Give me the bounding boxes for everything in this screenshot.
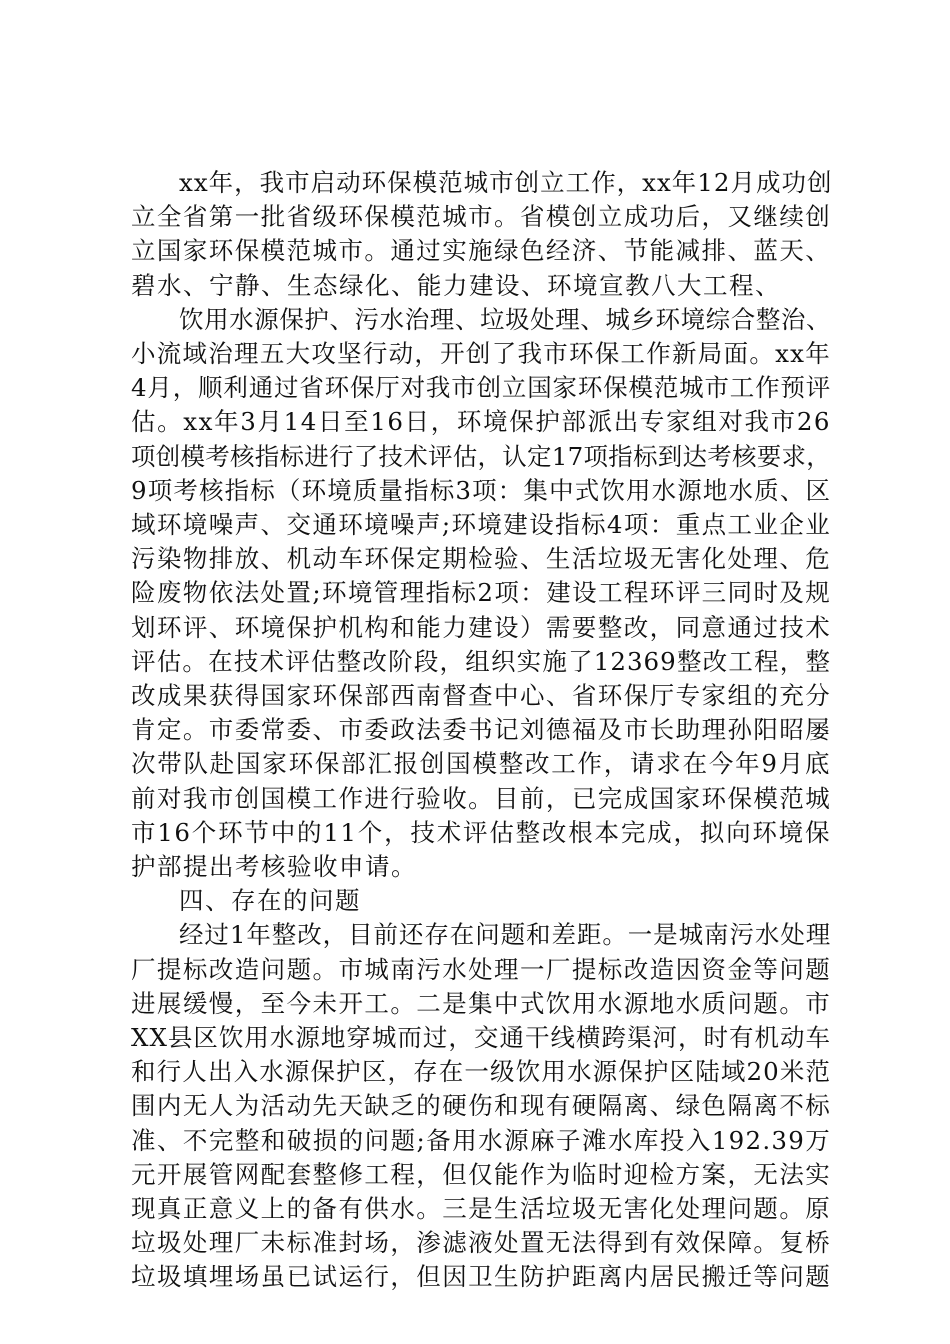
text-line: 厂提标改造问题。市城南污水处理一厂提标改造因资金等问题	[131, 954, 831, 984]
text-line: 评估。在技术评估整改阶段，组织实施了12369整改工程，整	[131, 646, 831, 676]
text-line: 经过1年整改，目前还存在问题和差距。一是城南污水处理	[179, 920, 831, 950]
text-line: 准、不完整和破损的问题;备用水源麻子滩水库投入192.39万	[131, 1125, 831, 1155]
text-line: 项创模考核指标进行了技术评估，认定17项指标到达考核要求，	[131, 441, 831, 471]
text-line: 饮用水源保护、污水治理、垃圾处理、城乡环境综合整治、	[179, 304, 831, 334]
text-line: 污染物排放、机动车环保定期检验、生活垃圾无害化处理、危	[131, 544, 831, 574]
section-heading: 四、存在的问题	[179, 886, 361, 916]
text-line: 元开展管网配套整修工程，但仅能作为临时迎检方案，无法实	[131, 1159, 831, 1189]
text-line: 围内无人为活动先天缺乏的硬伤和现有硬隔离、绿色隔离不标	[131, 1091, 831, 1121]
text-line: 划环评、环境保护机构和能力建设）需要整改，同意通过技术	[131, 612, 831, 642]
text-line: 估。xx年3月14日至16日，环境保护部派出专家组对我市26	[131, 407, 831, 437]
text-line: 9项考核指标（环境质量指标3项：集中式饮用水源地水质、区	[131, 475, 831, 505]
text-line: 次带队赴国家环保部汇报创国模整改工作，请求在今年9月底	[131, 749, 831, 779]
text-line: 肯定。市委常委、市委政法委书记刘德福及市长助理孙阳昭屡	[131, 715, 831, 745]
text-line: 小流域治理五大攻坚行动，开创了我市环保工作新局面。xx年	[131, 339, 831, 368]
text-line: 立全省第一批省级环保模范城市。省模创立成功后，又继续创	[131, 202, 831, 232]
text-line: 立国家环保模范城市。通过实施绿色经济、节能减排、蓝天、	[131, 236, 831, 266]
text-line: XX县区饮用水源地穿城而过，交通干线横跨渠河，时有机动车	[131, 1023, 831, 1052]
text-line: 垃圾处理厂未标准封场，渗滤液处置无法得到有效保障。复桥	[131, 1228, 831, 1258]
text-line: 护部提出考核验收申请。	[131, 852, 417, 881]
text-line: 改成果获得国家环保部西南督查中心、省环保厅专家组的充分	[131, 681, 831, 710]
text-line: 前对我市创国模工作进行验收。目前，已完成国家环保模范城	[131, 783, 831, 813]
text-line: 险废物依法处置;环境管理指标2项：建设工程环评三同时及规	[131, 578, 831, 608]
text-line: 4月，顺利通过省环保厅对我市创立国家环保模范城市工作预评	[131, 373, 831, 403]
text-line: 垃圾填埋场虽已试运行，但因卫生防护距离内居民搬迁等问题	[131, 1262, 831, 1292]
text-line: xx年，我市启动环保模范城市创立工作，xx年12月成功创	[179, 168, 833, 197]
text-line: 进展缓慢，至今未开工。二是集中式饮用水源地水质问题。市	[131, 988, 831, 1018]
text-line: 现真正意义上的备有供水。三是生活垃圾无害化处理问题。原	[131, 1194, 831, 1223]
text-line: 和行人出入水源保护区，存在一级饮用水源保护区陆域20米范	[131, 1057, 831, 1087]
text-line: 碧水、宁静、生态绿化、能力建设、环境宣教八大工程、	[131, 270, 781, 300]
text-line: 域环境噪声、交通环境噪声;环境建设指标4项：重点工业企业	[131, 510, 831, 539]
text-line: 市16个环节中的11个，技术评估整改根本完成，拟向环境保	[131, 817, 831, 847]
